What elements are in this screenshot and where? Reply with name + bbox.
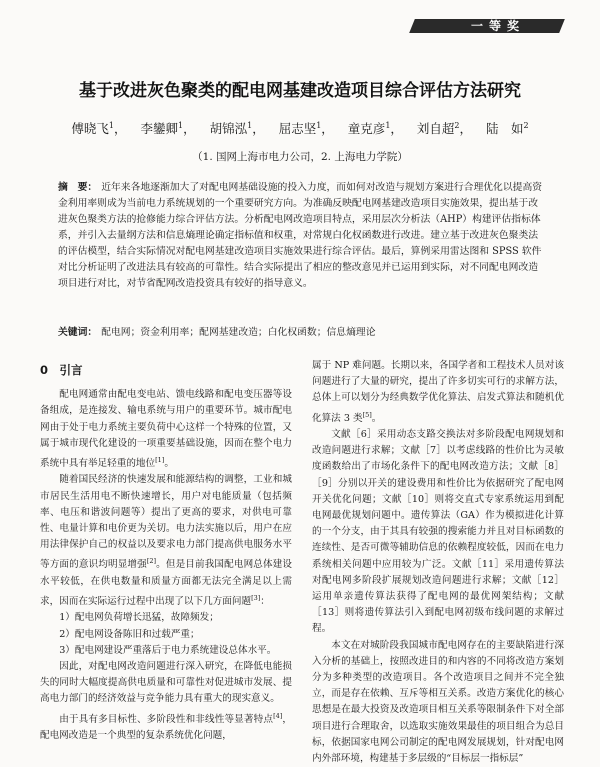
paragraph: 文献［6］采用动态支路交换法对多阶段配电网规划和改造问题进行求解；文献［7］以考虑线路的性价比为灵敏度函数给出了市场化条件下的配电网改造方法；文献［8］［9］分别以开关的建设费用和性价比为依据研究了配电网开关优化问题；文献［10］则将交直式专家系统运用到配电网最优规划问题中。遗传算法（GA）作为模拟进化计算的一个分支，由于其具有较强的搜索能力并且对目标函数的连续性、是否可微等辅助信息的依赖程度较低，因而在电力系统相关问题中应用较为广泛。文献［11］采用遗传算法对配电网多阶段扩展规划改造问题进行求解；文献［12］运用单亲遗传算法获得了配电网的最优网架结构；文献［13］则将遗传算法引入到配电网初级布线问题的求解过程。	[312, 429, 564, 635]
paper-title: 基于改进灰色聚类的配电网基建改造项目综合评估方法研究	[79, 81, 521, 101]
paragraph: 配电网通常由配电变电站、馈电线路和配电变压器等设备组成，是连接发、输电系统与用户的重要环节。城市配电网由于处于电力系统主要负荷中心这样一个特殊的位置，又属于城市现代化建设的一项重要基础设施，因而在整个电力系统中具有举足轻重的地位[1]。	[40, 389, 292, 470]
author-list	[0, 119, 600, 137]
abstract	[58, 180, 544, 292]
author: 屈志坚$^1$，	[278, 120, 334, 136]
keywords-label: 关键词：	[58, 327, 98, 338]
list-item: 2）配电网设备陈旧和过载严重；	[59, 628, 200, 640]
list-item: 3）配电网建设严重落后于电力系统建设总体水平。	[59, 644, 277, 656]
list-item: 1）配电网负荷增长迅猛，故障频发；	[59, 612, 219, 624]
author: 李鑾卿$^1$，	[140, 120, 196, 136]
section-heading: 0 引言	[40, 363, 83, 377]
author: 刘自超$^2$，	[416, 120, 473, 136]
abstract-text: 近年来各地逐渐加大了对配电网基础设施的投入力度，而如何对改造与规划方案进行合理优化以提高资金利用率则成为当前电力系统规划的一个重要研究方向。为准确反映配电网基建改造项目实施效果，提出基于改进灰色聚类方法的抢修能力综合评估方法。分析配电网改造项目特点，采用层次分析法（AHP）构建评估指标体系，并引入去量纲方法和信息熵理论确定指标值和权重，对常规白化权函数进行改进。建立基于改进灰色聚类法的评估模型，结合实际情况对配电网基建改造项目实施效果进行综合评估。最后，算例采用雷达图和 SPSS 软件对比分析证明了改进法具有较高的可靠性。结合实际提出了相应的整改意见并已运用到实际，对不同配电网改造项目进行对比，对节省配网改造投资具有较好的指导意义。	[58, 182, 543, 289]
keywords-text: 配电网；资金利用率；配网基建改造；白化权函数；信息熵理论	[101, 327, 376, 338]
author: 胡锦泓$^1$，	[209, 120, 265, 136]
paragraph: 因此，对配电网改造问题进行深入研究，在降低电能损失的同时大幅度提高供电质量和可靠性对促进城市发展、提高电力部门的经济效益与竞争能力具有重大的现实意义。	[40, 661, 292, 705]
paragraph: 属于 NP 难问题。长期以来，各国学者和工程技术人员对该问题进行了大量的研究，提出了许多切实可行的求解方法，总体上可以划分为经典数学优化算法、启发式算法和随机优化算法 3 类[5]。	[312, 360, 564, 424]
award-label: 一等奖	[470, 19, 525, 33]
author: 陆 如$^2$	[486, 120, 529, 136]
author: 傅晓飞$^1$，	[71, 120, 127, 136]
paragraph: 本文在对城阶段我国城市配电网存在的主要缺陷进行深入分析的基础上，按照改进目的和内容的不同将改造方案划分为多种类型的改造项目。各个改造项目之间并不完全独立，而是存在依赖、互斥等相互关系。改造方案优化的核心思想是在最大投资及改造项目相互关系等限制条件下对全部项目进行合理取舍，以选取实施效果最佳的项目组合为总目标，依据国家电网公司制定的配电网发展规划，针对配电网内外部环境，构建基于多层级的“目标层一指标层”	[312, 639, 564, 765]
keywords	[58, 325, 544, 341]
abstract-label: 摘 要：	[58, 182, 98, 193]
award-badge	[412, 14, 562, 38]
left-column	[40, 358, 292, 744]
right-column	[312, 358, 564, 767]
paragraph: 随着国民经济的快速发展和能源结构的调整，工业和城市居民生活用电不断快速增长，用户对电能质量（包括频率、电压和谐波问题等）提出了更高的要求，对供电可靠性、电量计算和电价更为关切。电力法实施以后，用户在应用法律保护自己的权益以及要求电力部门提高供电服务水平等方面的意识均明显增强[2]。但是目前我国配电网总体建设水平较低，在供电数量和质量方面都无法完全满足以上需求，因而在实际运行过程中出现了以下几方面问题[3]：	[40, 474, 293, 608]
affiliation: （1. 国网上海市电力公司，2. 上海电力学院）	[192, 151, 408, 163]
paragraph: 由于具有多目标性、多阶段性和非线性等显著特点[4]，配电网改造是一个典型的复杂系统优化问题，	[40, 711, 293, 742]
author: 童克彦$^1$，	[347, 120, 403, 136]
